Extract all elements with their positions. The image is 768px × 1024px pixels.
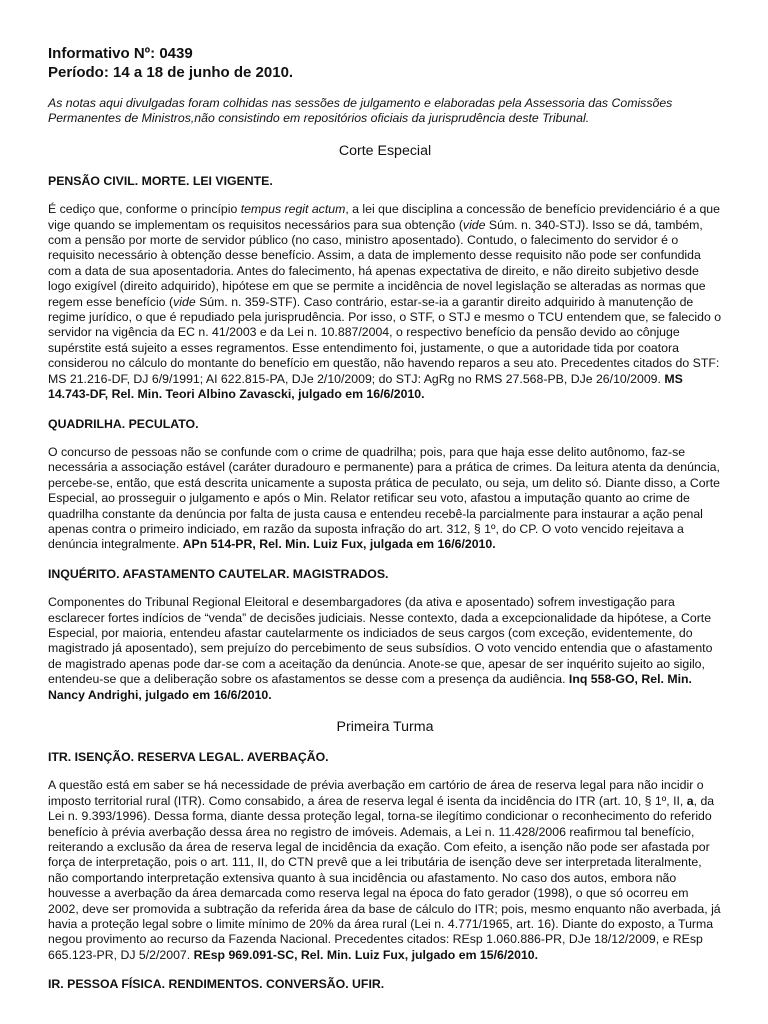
item-title: PENSÃO CIVIL. MORTE. LEI VIGENTE. <box>48 173 273 188</box>
item-citation: MS 14.743-DF, Rel. Min. Teori Albino Zavascki, julgado em 16/6/2010. <box>48 371 683 402</box>
item-body: A questão está em saber se há necessidade de prévia averbação em cartório de área de reserva legal para não incidir o imposto territorial rural (ITR). Como consabido, a área de reserva legal é isenta da incidência do ITR (art. 10, § 1º, II, a, da Lei n. 9.393/1996). Dessa forma, diante dessa proteção legal, torna-se ilegítimo condicionar o reconhecimento do referido benefício à prévia averbação dessa área no registro de imóveis. Ademais, a Lei n. 11.428/2006 reafirmou tal benefício, reiterando a exclusão da área de reserva legal de incidência da exação. Com efeito, a isenção não pode ser afastada por força de interpretação, pois o art. 111, II, do CTN prevê que a lei tributária de isenção deve ser interpretada literalmente, não comportando interpretação extensiva quanto à sua incidência ou afastamento. No caso dos autos, embora não houvesse a averbação da área demarcada como reserva legal na época do fato gerador (1998), o que só ocorreu em 2002, deve ser promovida a subtração da referida área da base de cálculo do ITR; pois, mesmo enquanto não averbada, já havia a proteção legal sobre o limite mínimo de 20% da área rural (Lei n. 4.771/1965, art. 16). Diante do exposto, a Turma negou provimento ao recurso da Fazenda Nacional. Precedentes citados: REsp 1.060.886-PR, DJe 18/12/2009, e REsp 665.123-PR, DJ 5/2/2007. REsp 969.091-SC, Rel. Min. Luiz Fux, julgado em 15/6/2010. <box>48 778 721 962</box>
item-citation: APn 514-PR, Rel. Min. Luiz Fux, julgada em 16/6/2010. <box>182 537 496 552</box>
item-title: QUADRILHA. PECULATO. <box>48 416 199 431</box>
item-body: Componentes do Tribunal Regional Eleitoral e desembargadores (da ativa e aposentado) sofrem investigação para esclarecer fortes indícios de “venda” de decisões judiciais. Nesse contexto, dada a excepcionalidade da hipótese, a Corte Especial, por maioria, entendeu afastar cautelarmente os indiciados de seus cargos (com exceção, evidentemente, do magistrado já aposentado), sem prejuízo do percebimento de seus subsídios. O voto vencido entendia que o afastamento de magistrado apenas pode dar-se com a aceitação da denúncia. Anote-se que, apesar de ser inquérito sujeito ao sigilo, entendeu-se que a deliberação sobre os afastamentos se desse com a presença da audiência. Inq 558-GO, Rel. Min. Nancy Andrighi, julgado em 16/6/2010. <box>48 595 713 702</box>
item-body: O concurso de pessoas não se confunde com o crime de quadrilha; pois, para que haja esse delito autônomo, faz-se necessária a associação estável (caráter duradouro e permanente) para a prática de crimes. Da leitura atenta da denúncia, percebe-se, então, que está descrita unicamente a suposta prática de peculato, ou seja, um delito só. Diante disso, a Corte Especial, ao prosseguir o julgamento e após o Min. Relator retificar seu voto, afastou a imputação quanto ao crime de quadrilha constante da denúncia por falta de justa causa e entendeu recebê-la parcialmente para instaurar a ação penal apenas contra o primeiro indiciado, em razão da suposta infração do art. 312, § 1º, do CP. O voto vencido rejeitava a denúncia integralmente. APn 514-PR, Rel. Min. Luiz Fux, julgada em 16/6/2010. <box>48 444 720 552</box>
section-title-primeira-turma: Primeira Turma <box>336 719 434 735</box>
item-citation: REsp 969.091-SC, Rel. Min. Luiz Fux, julgado em 15/6/2010. <box>193 947 539 962</box>
item-body: É cediço que, conforme o princípio tempus regit actum, a lei que disciplina a concessão de benefício previdenciário é a que vige quando se implementam os requisitos necessários para sua obtenção (vide Súm. n. 340-STJ). Isso se dá, também, com a pensão por morte de servidor público (no caso, ministro aposentado). Contudo, o falecimento do servidor é o requisito necessário à obtenção desse benefício. Assim, a data de implemento desse requisito não pode ser confundida com a data de sua aposentadoria. Antes do falecimento, há apenas expectativa de direito, e não direito subjetivo desde logo exigível (direito adquirido), hipótese em que se permite a incidência de novel legislação se alteradas as normas que regem esse benefício (vide Súm. n. 359-STF). Caso contrário, estar-se-ia a garantir direito adquirido à manutenção de regime jurídico, o que é repudiado pela jurisprudência. Por isso, o STF, o STJ e mesmo o TCU entendem que, se falecido o servidor na vigência da EC n. 41/2003 e da Lei n. 10.887/2004, o respectivo benefício da pensão devido ao cônjuge supérstite está sujeito a esses regramentos. Esse entendimento foi, justamente, o que a autoridade tida por coatora considerou no cálculo do montante do benefício em questão, não havendo reparos a seu ato. Precedentes citados do STF: MS 21.216-DF, DJ 6/9/1991; AI 622.815-PA, DJe 2/10/2009; do STJ: AgRg no RMS 27.568-PB, DJe 26/10/2009. MS 14.743-DF, Rel. Min. Teori Albino Zavascki, julgado em 16/6/2010. <box>48 202 722 402</box>
period: Período: 14 a 18 de junho de 2010. <box>48 64 294 81</box>
section-title-corte-especial: Corte Especial <box>338 142 432 159</box>
item-title: IR. PESSOA FÍSICA. RENDIMENTOS. CONVERSÃO. UFIR. <box>48 977 385 992</box>
intro-note: As notas aqui divulgadas foram colhidas nas sessões de julgamento e elaboradas pela Assessoria das Comissões Permanentes de Ministros,não consistindo em repositórios oficiais da jurisprudência deste Tribunal. <box>48 96 673 126</box>
informativo-number: Informativo Nº: 0439 <box>48 45 193 62</box>
item-citation: Inq 558-GO, Rel. Min. Nancy Andrighi, julgado em 16/6/2010. <box>48 672 692 702</box>
item-title: ITR. ISENÇÃO. RESERVA LEGAL. AVERBAÇÃO. <box>48 750 329 764</box>
item-title: INQUÉRITO. AFASTAMENTO CAUTELAR. MAGISTRADOS. <box>48 566 389 581</box>
